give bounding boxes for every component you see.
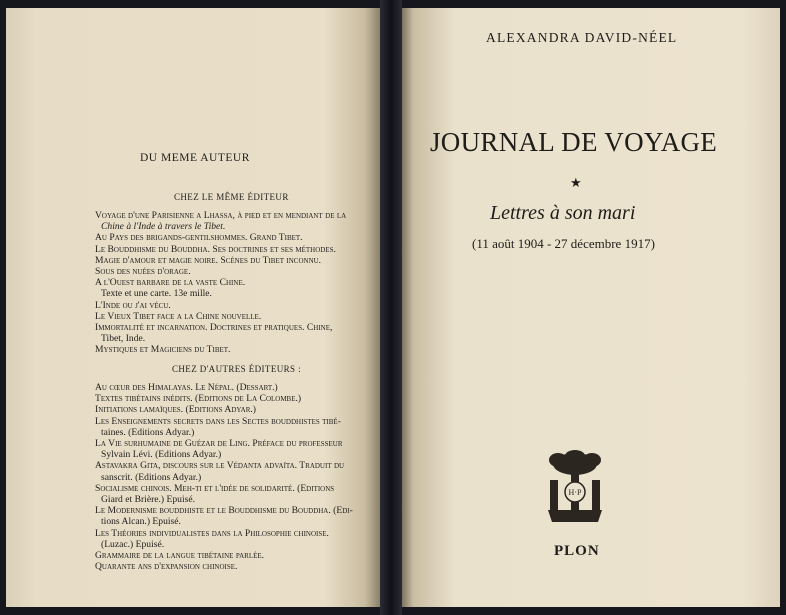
list-item: tions Alcan.) Epuisé. (101, 516, 181, 528)
list-item: Au cœur des Himalayas. Le Népal. (Dessart.) (95, 382, 278, 393)
other-publishers-list (95, 382, 377, 572)
list-item: Voyage d'une Parisienne a Lhassa, à pied et en mendiant de la (95, 210, 347, 221)
list-item: Sous des nuées d'orage. (95, 266, 191, 278)
list-item: Giard et Brière.) Epuisé. (101, 494, 196, 506)
list-item: Textes tibétains inédits. (Editions de La Colombe.) (95, 393, 302, 405)
list-item: Les Théories individualistes dans la Philosophie chinoise. (95, 527, 329, 539)
left-heading: DU MEME AUTEUR (140, 152, 250, 164)
list-item: Astavakra Gita, discours sur le Védanta advaïta. Traduit du (95, 460, 345, 472)
list-item: Tibet, Inde. (101, 333, 146, 345)
list-item: sanscrit. (Editions Adyar.) (101, 471, 202, 483)
publisher-name: PLON (554, 543, 600, 559)
right-page (402, 8, 780, 607)
date-range: (11 août 1904 - 27 décembre 1917) (472, 236, 655, 251)
list-item: Le Vieux Tibet face a la Chine nouvelle. (95, 310, 262, 322)
publisher-emblem (544, 450, 606, 530)
emblem-icon (544, 450, 606, 530)
list-item: Immortalité et incarnation. Doctrines et pratiques. Chine, (95, 322, 333, 334)
list-item: Quarante ans d'expansion chinoise. (95, 561, 238, 573)
list-item: La Vie surhumaine de Guézar de Ling. Préface du professeur (95, 438, 343, 450)
book-subtitle: Lettres à son mari (490, 202, 636, 224)
list-item: Chine à l'Inde à travers le Tibet. (101, 221, 226, 233)
list-item: Les Enseignements secrets dans les Sectes bouddhistes tibé- (95, 415, 341, 427)
list-item: Mystiques et Magiciens du Tibet. (95, 344, 231, 356)
list-item: Grammaire de la langue tibétaine parlée. (95, 550, 265, 562)
list-item: (Luzac.) Epuisé. (101, 538, 165, 550)
list-item: Au Pays des brigands-gentilshommes. Grand Tibet. (95, 232, 303, 244)
same-publisher-list (95, 210, 377, 356)
section1-title: CHEZ LE MÊME ÉDITEUR (174, 192, 289, 202)
list-item: A l'Ouest barbare de la vaste Chine. (95, 277, 246, 289)
list-item: Initiations lamaïques. (Editions Adyar.) (95, 404, 256, 416)
list-item: Le Bouddhisme du Bouddha. Ses doctrines et ses méthodes. (95, 243, 336, 255)
list-item: Le Modernisme bouddhiste et le Bouddhisme du Bouddha. (Edi- (95, 505, 353, 517)
section2-title: CHEZ D'AUTRES ÉDITEURS : (172, 364, 301, 374)
book-title: JOURNAL DE VOYAGE (430, 127, 718, 157)
left-page (6, 8, 380, 607)
list-item: Socialisme chinois. Meh-ti et l'idée de solidarité. (Editions (95, 482, 335, 494)
list-item: Texte et une carte. 13e mille. (101, 288, 212, 300)
list-item: taines. (Editions Adyar.) (101, 426, 195, 438)
emblem-monogram: H·P (568, 488, 582, 497)
list-item: Sylvain Lévi. (Editions Adyar.) (101, 449, 222, 461)
list-item: Magie d'amour et magie noire. Scènes du Tibet inconnu. (95, 254, 322, 266)
book-spine-gutter (380, 0, 402, 615)
author-name: ALEXANDRA DAVID-NÉEL (486, 30, 678, 45)
star-ornament: ★ (570, 175, 582, 190)
list-item: L'Inde ou j'ai vécu. (95, 299, 171, 311)
